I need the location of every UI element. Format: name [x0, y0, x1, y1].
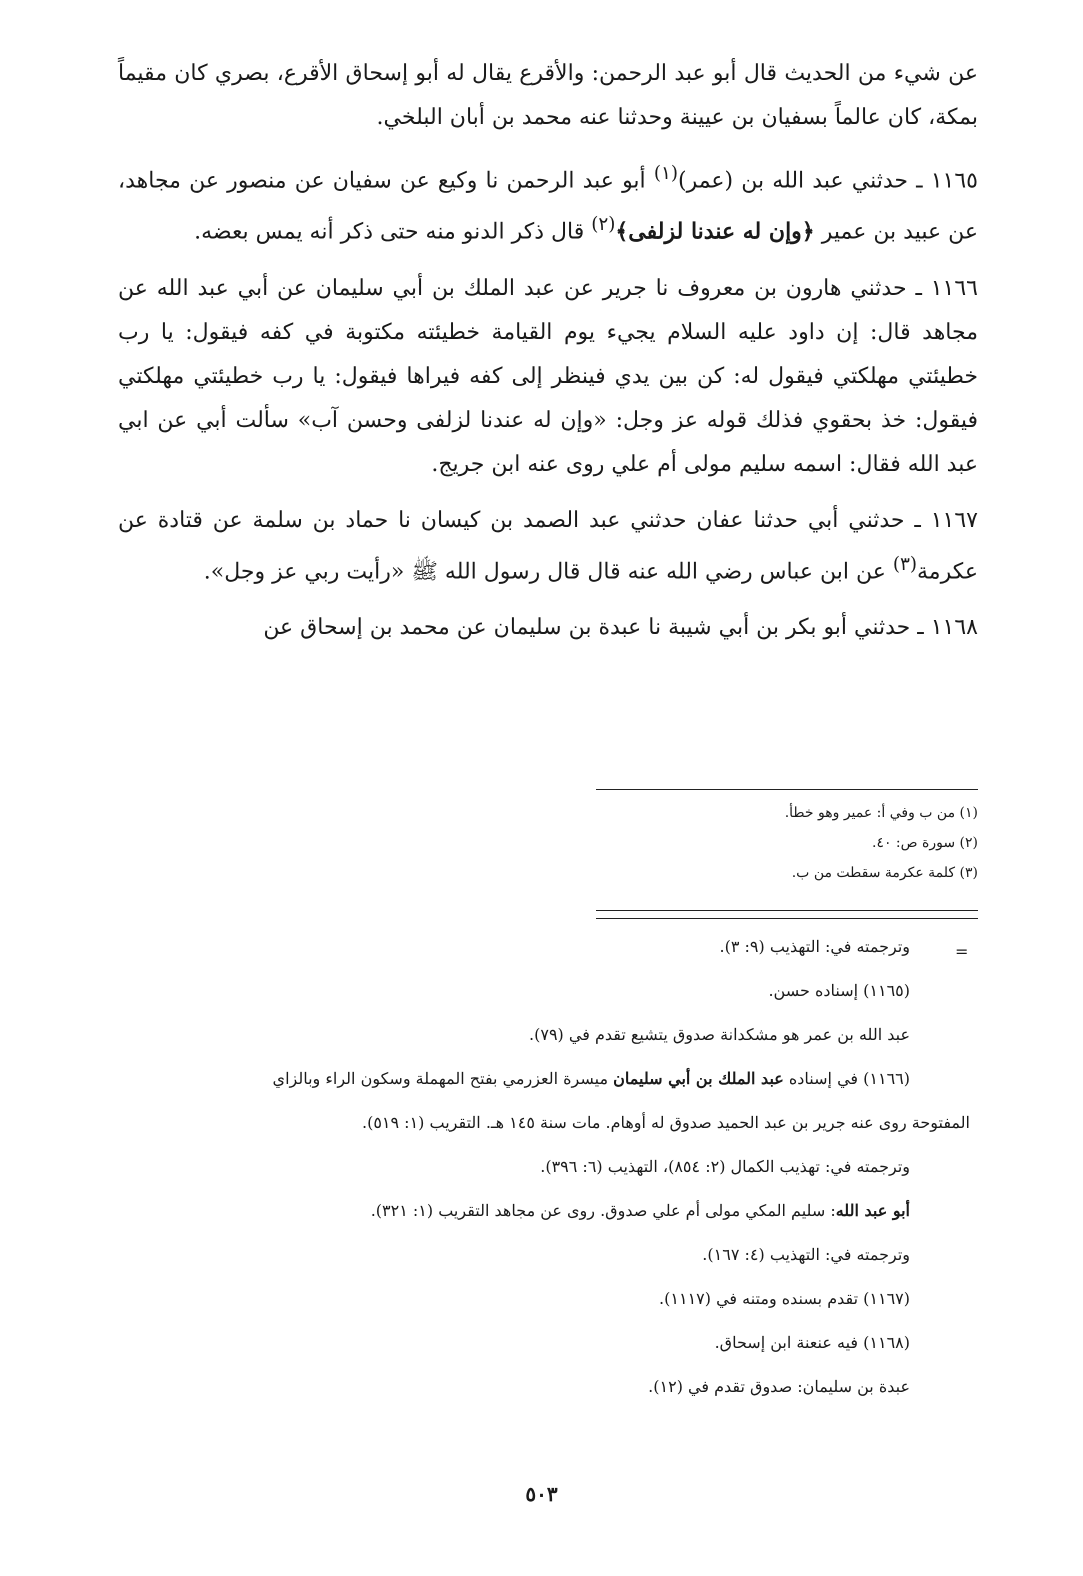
- commentary-line: (١١٦٥) إسناده حسن.: [768, 981, 910, 1000]
- narrator-name: عبد الملك بن أبي سليمان: [613, 1069, 784, 1088]
- hadith-number: ١١٦٥: [930, 168, 978, 194]
- commentary-line: [110, 1057, 910, 1101]
- hadith-1166: ١١٦٦ ـ حدثني هارون بن معروف نا جرير عن عبد الملك بن أبي سليمان عن أبي عبد الله عن مجاهد قال: إن داود عليه السلام يجيء يوم القيامة خطيئته مكتوبة في كفه فيقول: يا رب خطيئتي مهلكتي فيقول له: كن بين يدي فينظر إلى كفه فيراها فيقول: يا رب خطيئتي مهلكتي فيقول: خذ بحقوي فذلك قوله عز وجل: «وإن له عندنا لزلفى وحسن آب» سألت أبي عن ابي عبد الله فقال: اسمه سليم مولى أم علي روى عنه ابن جريج.: [118, 275, 978, 477]
- commentary-text: : سليم المكي مولى أم علي صدوق. روى عن مجاهد التقريب (١: ٣٢١).: [370, 1201, 836, 1220]
- paragraph-intro: [118, 52, 978, 140]
- hadith-text: حدثني أبو بكر بن أبي شيبة نا عبدة بن سليمان عن محمد بن إسحاق عن: [263, 614, 911, 640]
- commentary-line: (١١٦٧) تقدم بسنده ومتنه في (١١١٧).: [659, 1289, 910, 1308]
- hadith-number: ١١٦٧: [930, 507, 978, 533]
- hadith-1168: ١١٦٨ ـ حدثني أبو بكر بن أبي شيبة نا عبدة بن سليمان عن محمد بن إسحاق عن: [263, 614, 978, 640]
- continuation-mark: =: [955, 942, 969, 961]
- commentary-line: عبد الله بن عمر هو مشكدانة صدوق يتشيع تقدم في (٧٩).: [529, 1025, 910, 1044]
- commentary-line: وترجمته في: تهذيب الكمال (٢: ٨٥٤)، التهذيب (٦: ٣٩٦).: [540, 1157, 910, 1176]
- commentary-line: وترجمته في: التهذيب (٩: ٣).: [719, 937, 910, 956]
- hadith-text: قال ذكر الدنو منه حتى ذكر أنه يمس بعضه.: [194, 219, 592, 245]
- hadith-text: حدثني أبي حدثنا عفان حدثني عبد الصمد بن كيسان نا حماد بن سلمة عن قتادة عن عكرمة: [118, 507, 978, 584]
- quran-quote: ﴿وإن له عندنا لزلفى﴾: [615, 218, 815, 245]
- hadith-1167: ١١٦٧ ـ حدثني أبي حدثنا عفان حدثني عبد الصمد بن كيسان نا حماد بن سلمة عن قتادة عن عكرمة$^{(٣)}$ عن ابن عباس رضي الله عنه قال قال رسول الله ﷺ «رأيت ربي عز وجل».: [118, 507, 978, 584]
- commentary-line: عبدة بن سليمان: صدوق تقدم في (١٢).: [648, 1377, 910, 1396]
- main-text: [118, 52, 978, 662]
- commentary-line: وترجمته في: التهذيب (٤: ١٦٧).: [702, 1245, 910, 1264]
- commentary-line: (١١٦٨) فيه عنعنة ابن إسحاق.: [714, 1333, 910, 1352]
- hadith-text: أبو عبد الرحمن نا وكيع عن سفيان عن منصور عن مجاهد، عن عبيد بن عمير: [118, 168, 978, 245]
- page-number: ٥٠٣: [525, 1482, 558, 1506]
- footnote: (٢) سورة ص: ٤٠.: [871, 835, 978, 851]
- hadith-text: حدثني هارون بن معروف نا جرير عن عبد الملك بن أبي سليمان عن أبي عبد الله عن مجاهد قال: إن داود عليه السلام يجيء يوم القيامة خطيئته مكتوبة في كفه فيقول: يا رب خطيئتي مهلكتي فيقول له: كن بين يدي فينظر إلى كفه فيراها فيقول: يا رب خطيئتي مهلكتي فيقول: خذ بحقوي فذلك قوله عز وجل: «وإن له عندنا لزلفى وحسن آب» سألت أبي عن ابي عبد الله فقال: اسمه سليم مولى أم علي روى عنه ابن جريج.: [118, 275, 978, 477]
- commentary-text: ميسرة العزرمي بفتح المهملة وسكون الراء وبالزاي: [272, 1069, 614, 1088]
- footnote-ref: (٢): [591, 214, 616, 236]
- commentary: [110, 925, 970, 1409]
- commentary-line: المفتوحة روى عنه جرير بن عبد الحميد صدوق له أوهام. مات سنة ١٤٥ هـ. التقريب (١: ٥١٩).: [361, 1113, 970, 1132]
- footnotes: [596, 798, 978, 888]
- footnote: (٣) كلمة عكرمة سقطت من ب.: [791, 865, 978, 881]
- hadith-number: ١١٦٦: [930, 275, 978, 301]
- commentary-text: (١١٦٦) في إسناده: [783, 1069, 910, 1088]
- footnote-ref: (١): [653, 163, 678, 184]
- paragraph-intro-text: عن شيء من الحديث قال أبو عبد الرحمن: والأقرع يقال له أبو إسحاق الأقرع، بصري كان مقيماً بمكة، كان عالماً بسفيان بن عيينة وحدثنا عنه محمد بن أبان البلخي.: [118, 61, 978, 130]
- footnote-divider: [596, 789, 978, 790]
- footnote-ref: (٣): [892, 553, 917, 575]
- hadith-text: عن ابن عباس رضي الله عنه قال قال رسول الله ﷺ «رأيت ربي عز وجل».: [203, 558, 893, 584]
- commentary-divider: [596, 910, 978, 919]
- footnote: (١) من ب وفي أ: عمير وهو خطأ.: [784, 805, 978, 821]
- hadith-text: حدثني عبد الله بن (عمر): [677, 168, 909, 194]
- narrator-name: أبو عبد الله: [835, 1201, 910, 1220]
- commentary-line: [110, 1189, 910, 1233]
- hadith-number: ١١٦٨: [930, 614, 978, 640]
- hadith-1165: ١١٦٥ ـ حدثني عبد الله بن (عمر)$^{(١)}$ أبو عبد الرحمن نا وكيع عن سفيان عن منصور عن مجاهد، عن عبيد بن عمير ﴿وإن له عندنا لزلفى﴾$^{(٢)}$ قال ذكر الدنو منه حتى ذكر أنه يمس بعضه.: [118, 163, 978, 245]
